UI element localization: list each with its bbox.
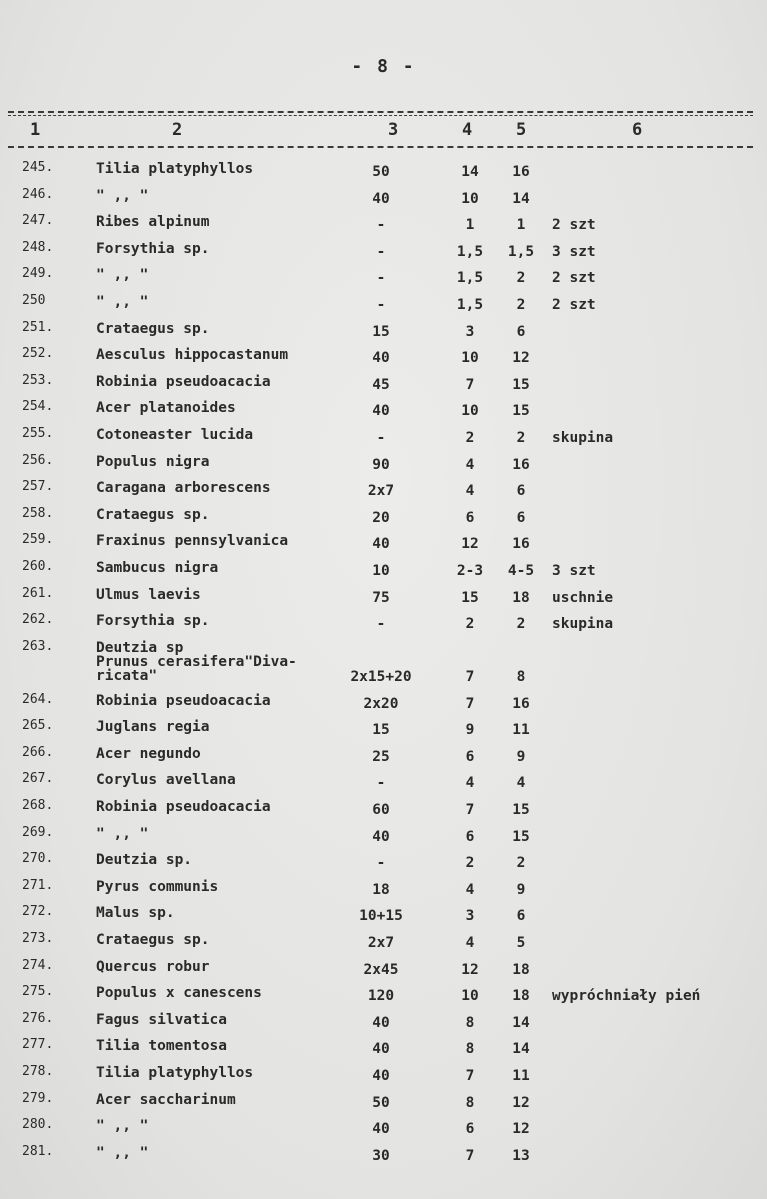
row-number: 280. xyxy=(22,1117,54,1133)
col5-value: 11 xyxy=(512,722,530,739)
row-number: 277. xyxy=(22,1037,54,1053)
row-number: 281. xyxy=(22,1143,54,1159)
col4-value: 12 xyxy=(461,536,479,553)
col3-value: 2x15+20 xyxy=(350,668,412,685)
table-row xyxy=(0,266,767,293)
row-number: 273. xyxy=(22,931,54,947)
remarks: 3 szt xyxy=(552,562,596,579)
col5-value: 5 xyxy=(516,935,526,952)
remarks: 2 szt xyxy=(552,217,596,234)
col3-value: 2x7 xyxy=(367,935,395,952)
col5-value: 2 xyxy=(516,270,526,287)
col5-value: 2 xyxy=(516,855,526,872)
col4-value: 10 xyxy=(461,988,479,1005)
col4-value: 6 xyxy=(465,748,475,765)
col5-value: 18 xyxy=(512,589,530,606)
remarks: wypróchniały pień xyxy=(552,988,701,1005)
col4-value: 7 xyxy=(465,802,475,819)
table-row xyxy=(0,160,767,187)
species-name: Tilia tomentosa xyxy=(96,1038,227,1055)
col4-value: 10 xyxy=(461,190,479,207)
remarks: skupina xyxy=(552,429,614,446)
col4-value: 2 xyxy=(465,855,475,872)
row-number: 261. xyxy=(22,585,54,601)
table-row xyxy=(0,1144,767,1171)
col5-value: 6 xyxy=(516,509,526,526)
col5-value: 15 xyxy=(512,802,530,819)
col3-value: 10+15 xyxy=(359,908,403,925)
col3-value: 2x7 xyxy=(367,483,395,500)
col5-value: 18 xyxy=(512,988,530,1005)
col3-value: 40 xyxy=(372,536,390,553)
col3-value: 40 xyxy=(372,1121,390,1138)
col5-value: 12 xyxy=(512,350,530,367)
table-row xyxy=(0,213,767,240)
table-row xyxy=(0,718,767,745)
col4-value: 14 xyxy=(461,164,479,180)
column-header-2: 2 xyxy=(172,120,183,140)
col3-value: - xyxy=(376,217,386,234)
species-name: Crataegus sp. xyxy=(96,506,210,523)
species-name: " ,, " xyxy=(96,825,149,842)
col5-value: 6 xyxy=(516,483,526,500)
table-row xyxy=(0,878,767,905)
remarks: 2 szt xyxy=(552,296,596,313)
table-row xyxy=(0,559,767,586)
col4-value: 7 xyxy=(465,1147,475,1164)
col4-value: 2-3 xyxy=(456,562,484,579)
col3-value: - xyxy=(376,270,386,287)
species-name: Acer saccharinum xyxy=(96,1091,236,1108)
col4-value: 1,5 xyxy=(456,296,484,313)
col3-value: - xyxy=(376,616,386,633)
row-number: 263. xyxy=(22,638,54,654)
col4-value: 1,5 xyxy=(456,270,484,287)
table-row xyxy=(0,399,767,426)
table-row xyxy=(0,958,767,985)
col4-value: 8 xyxy=(465,1094,475,1111)
row-number: 265. xyxy=(22,718,54,734)
col3-value: 60 xyxy=(372,802,390,819)
table-row xyxy=(0,851,767,878)
species-name: Ulmus laevis xyxy=(96,586,201,603)
row-number: 276. xyxy=(22,1010,54,1026)
species-name: Robinia pseudoacacia xyxy=(96,373,271,390)
species-name: Robinia pseudoacacia xyxy=(96,692,271,709)
col5-value: 9 xyxy=(516,748,526,765)
col4-value: 4 xyxy=(465,935,475,952)
row-number: 278. xyxy=(22,1064,54,1079)
row-number: 247. xyxy=(22,213,54,229)
col5-value: 18 xyxy=(512,961,530,978)
col4-value: 6 xyxy=(465,828,475,845)
species-name: Deutzia sp Prunus cerasifera"Diva- ricata" xyxy=(96,639,297,684)
col5-value: 8 xyxy=(516,668,526,685)
col4-value: 4 xyxy=(465,483,475,500)
row-number: 274. xyxy=(22,957,54,973)
col5-value: 2 xyxy=(516,296,526,313)
col5-value: 15 xyxy=(512,828,530,845)
table-row xyxy=(0,1091,767,1118)
species-name: Fraxinus pennsylvanica xyxy=(96,533,289,550)
table-row xyxy=(0,240,767,267)
species-name: Corylus avellana xyxy=(96,772,236,789)
table-row xyxy=(0,479,767,506)
remarks: skupina xyxy=(552,616,614,633)
col4-value: 12 xyxy=(461,961,479,978)
row-number: 262. xyxy=(22,612,54,628)
col3-value: 15 xyxy=(372,722,390,739)
col3-value: - xyxy=(376,429,386,446)
col3-value: 40 xyxy=(372,190,390,207)
row-number: 257. xyxy=(22,479,54,495)
species-name: Acer platanoides xyxy=(96,400,236,417)
species-name: Crataegus sp. xyxy=(96,932,210,949)
row-number: 270. xyxy=(22,851,54,867)
col4-value: 9 xyxy=(465,722,475,739)
row-number: 251. xyxy=(22,319,54,335)
col3-value: 75 xyxy=(372,589,390,606)
species-name: " ,, " xyxy=(96,293,149,310)
table-row xyxy=(0,532,767,559)
row-number: 248. xyxy=(22,239,54,255)
col3-value: - xyxy=(376,855,386,872)
col5-value: 6 xyxy=(516,323,526,340)
col3-value: - xyxy=(376,296,386,313)
row-number: 279. xyxy=(22,1090,54,1106)
row-number: 269. xyxy=(22,824,54,840)
col4-value: 6 xyxy=(465,509,475,526)
species-name: Cotoneaster lucida xyxy=(96,426,254,443)
row-number: 260. xyxy=(22,558,54,574)
remarks: uschnie xyxy=(552,589,614,606)
col4-value: 1 xyxy=(465,217,475,234)
col3-value: 90 xyxy=(372,456,390,473)
col4-value: 1,5 xyxy=(456,243,484,260)
col5-value: 6 xyxy=(516,908,526,925)
table-row xyxy=(0,506,767,533)
col5-value: 14 xyxy=(512,190,530,207)
col3-value: 40 xyxy=(372,350,390,367)
col4-value: 2 xyxy=(465,429,475,446)
remarks: 3 szt xyxy=(552,243,596,260)
species-name: " ,, " xyxy=(96,187,149,204)
table-row xyxy=(0,346,767,373)
col3-value: 2x45 xyxy=(363,961,399,978)
table-row xyxy=(0,293,767,320)
col3-value: 40 xyxy=(372,1041,390,1058)
row-number: 253. xyxy=(22,372,54,388)
col4-value: 10 xyxy=(461,350,479,367)
species-name: Quercus robur xyxy=(96,958,210,975)
col4-value: 7 xyxy=(465,695,475,712)
col4-value: 2 xyxy=(465,616,475,633)
row-number: 271. xyxy=(22,877,54,893)
table-row xyxy=(0,1117,767,1144)
col3-value: 120 xyxy=(367,988,395,1005)
col5-value: 4-5 xyxy=(507,562,535,579)
species-name: " ,, " xyxy=(96,1144,149,1161)
table-row xyxy=(0,771,767,798)
species-name: Ribes alpinum xyxy=(96,214,210,231)
species-name: Crataegus sp. xyxy=(96,320,210,337)
table-row xyxy=(0,586,767,613)
row-number: 275. xyxy=(22,984,54,1000)
col5-value: 15 xyxy=(512,376,530,393)
table-row xyxy=(0,798,767,825)
column-header-5: 5 xyxy=(516,120,527,140)
col3-value: 40 xyxy=(372,1068,390,1084)
col3-value: - xyxy=(376,243,386,260)
row-number: 256. xyxy=(22,452,54,468)
col3-value: 40 xyxy=(372,403,390,420)
species-name: Fagus silvatica xyxy=(96,1011,227,1028)
row-number: 258. xyxy=(22,505,54,521)
species-name: Caragana arborescens xyxy=(96,480,271,497)
row-number: 254. xyxy=(22,399,54,415)
table-row xyxy=(0,692,767,719)
row-number: 264. xyxy=(22,691,54,707)
inventory-table xyxy=(0,160,767,1170)
table-row xyxy=(0,373,767,400)
col4-value: 4 xyxy=(465,881,475,898)
header-rule-bottom xyxy=(8,146,753,148)
species-name: Pyrus communis xyxy=(96,878,219,895)
species-name: Sambucus nigra xyxy=(96,559,219,576)
col5-value: 12 xyxy=(512,1121,530,1138)
row-number: 259. xyxy=(22,532,54,548)
col5-value: 2 xyxy=(516,429,526,446)
species-name: Robinia pseudoacacia xyxy=(96,799,271,816)
col4-value: 7 xyxy=(465,376,475,393)
col4-value: 8 xyxy=(465,1041,475,1058)
col5-value: 2 xyxy=(516,616,526,633)
column-header-1: 1 xyxy=(30,120,41,140)
col3-value: 50 xyxy=(372,164,390,180)
row-number: 246. xyxy=(22,186,54,202)
col5-value: 16 xyxy=(512,164,530,180)
col4-value: 15 xyxy=(461,589,479,606)
col3-value: 45 xyxy=(372,376,390,393)
row-number: 267. xyxy=(22,771,54,787)
col5-value: 1,5 xyxy=(507,243,535,260)
species-name: Acer negundo xyxy=(96,745,201,762)
col3-value: 2x20 xyxy=(363,695,399,712)
col4-value: 4 xyxy=(465,456,475,473)
col5-value: 1 xyxy=(516,217,526,234)
column-header-4: 4 xyxy=(462,120,473,140)
table-row xyxy=(0,426,767,453)
col4-value: 6 xyxy=(465,1121,475,1138)
species-name: Tilia platyphyllos xyxy=(96,1065,254,1081)
table-row xyxy=(0,453,767,480)
col5-value: 12 xyxy=(512,1094,530,1111)
col5-value: 15 xyxy=(512,403,530,420)
species-name: " ,, " xyxy=(96,267,149,284)
col4-value: 7 xyxy=(465,668,475,685)
col4-value: 8 xyxy=(465,1014,475,1031)
row-number: 252. xyxy=(22,346,54,362)
table-row xyxy=(0,984,767,1011)
col3-value: 40 xyxy=(372,1014,390,1031)
header-rule-top-thin xyxy=(8,115,753,116)
row-number: 249. xyxy=(22,266,54,282)
row-number: 245. xyxy=(22,160,54,175)
species-name: Forsythia sp. xyxy=(96,613,210,630)
row-number: 266. xyxy=(22,744,54,760)
col3-value: 25 xyxy=(372,748,390,765)
species-name: Populus nigra xyxy=(96,453,210,470)
table-row xyxy=(0,1011,767,1038)
table-row xyxy=(0,1064,767,1091)
table-row xyxy=(0,745,767,772)
table-row xyxy=(0,639,767,692)
col4-value: 3 xyxy=(465,908,475,925)
col4-value: 7 xyxy=(465,1068,475,1084)
col3-value: 50 xyxy=(372,1094,390,1111)
col4-value: 10 xyxy=(461,403,479,420)
row-number: 268. xyxy=(22,798,54,814)
table-row xyxy=(0,904,767,931)
col5-value: 16 xyxy=(512,536,530,553)
col3-value: 10 xyxy=(372,562,390,579)
col3-value: 30 xyxy=(372,1147,390,1164)
col3-value: - xyxy=(376,775,386,792)
species-name: Aesculus hippocastanum xyxy=(96,347,289,364)
col5-value: 14 xyxy=(512,1014,530,1031)
table-row xyxy=(0,1037,767,1064)
col5-value: 14 xyxy=(512,1041,530,1058)
table-row xyxy=(0,612,767,639)
column-header-6: 6 xyxy=(632,120,643,140)
col5-value: 9 xyxy=(516,881,526,898)
col5-value: 4 xyxy=(516,775,526,792)
species-name: Forsythia sp. xyxy=(96,240,210,257)
header-rule-top xyxy=(8,111,753,113)
col5-value: 16 xyxy=(512,695,530,712)
col5-value: 11 xyxy=(512,1068,530,1084)
table-row xyxy=(0,187,767,214)
col4-value: 4 xyxy=(465,775,475,792)
species-name: " ,, " xyxy=(96,1118,149,1135)
species-name: Populus x canescens xyxy=(96,985,262,1002)
remarks: 2 szt xyxy=(552,270,596,287)
species-name: Deutzia sp. xyxy=(96,852,193,869)
col3-value: 40 xyxy=(372,828,390,845)
col3-value: 15 xyxy=(372,323,390,340)
row-number: 272. xyxy=(22,904,54,920)
table-row xyxy=(0,825,767,852)
table-row xyxy=(0,931,767,958)
page-number: - 8 - xyxy=(351,56,416,77)
col5-value: 13 xyxy=(512,1147,530,1164)
table-row xyxy=(0,320,767,347)
col5-value: 16 xyxy=(512,456,530,473)
species-name: Juglans regia xyxy=(96,719,210,736)
row-number: 250 xyxy=(22,292,46,308)
species-name: Malus sp. xyxy=(96,905,175,922)
col4-value: 3 xyxy=(465,323,475,340)
species-name: Tilia platyphyllos xyxy=(96,161,254,177)
col3-value: 18 xyxy=(372,881,390,898)
row-number: 255. xyxy=(22,425,54,441)
col3-value: 20 xyxy=(372,509,390,526)
column-header-3: 3 xyxy=(388,120,399,140)
